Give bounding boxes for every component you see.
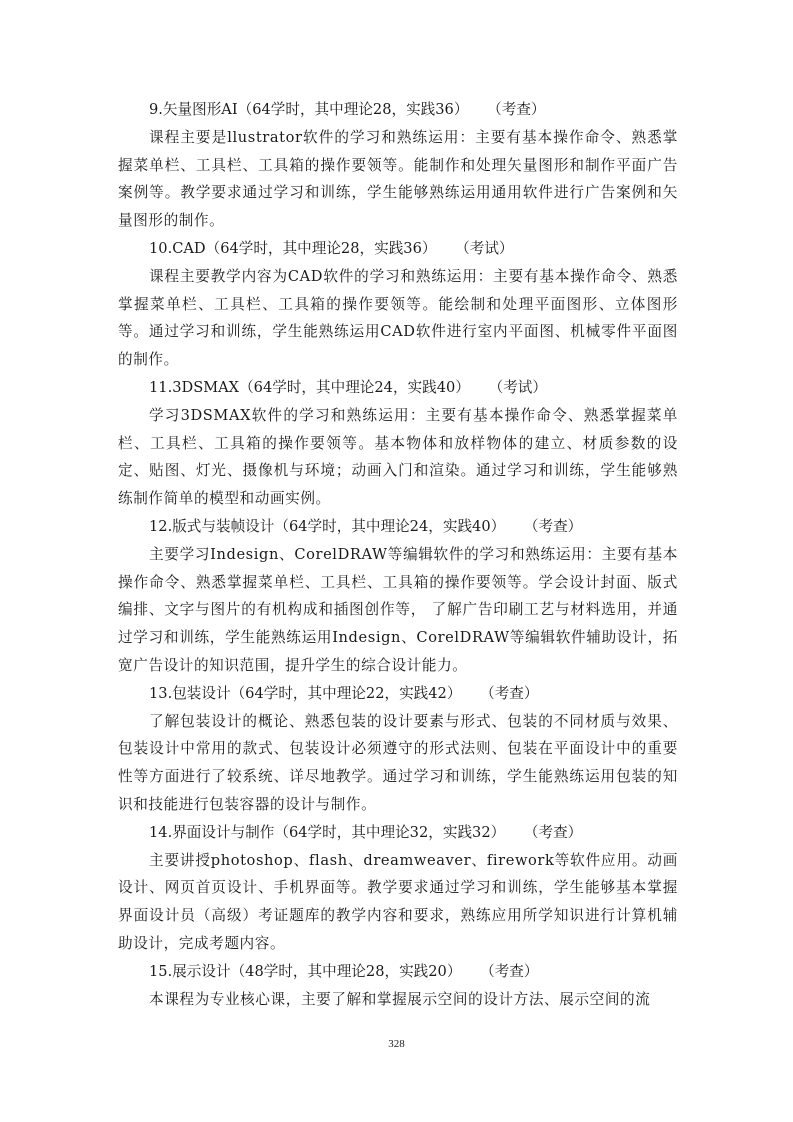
course-heading (118, 374, 678, 402)
course-section (118, 680, 678, 819)
course-description: 课程主要教学内容为CAD软件的学习和熟练运用：主要有基本操作命令、熟悉掌握菜单栏、工具栏、工具箱的操作要领等。能绘制和处理平面图形、立体图形等。通过学习和训练，学生能熟练运用CAD软件进行室内平面图、机械零件平面图的制作。 (118, 267, 678, 369)
course-heading (118, 958, 678, 986)
course-description: 学习3DSMAX软件的学习和熟练运用：主要有基本操作命令、熟悉掌握菜单栏、工具栏、工具箱的操作要领等。基本物体和放样物体的建立、材质参数的设定、贴图、灯光、摄像机与环境；动画入门和渲染。通过学习和训练，学生能够熟练制作简单的模型和动画实例。 (118, 406, 678, 508)
assessment-type: （考查） (494, 101, 546, 118)
course-section (118, 958, 678, 1014)
course-description: 主要讲授photoshop、flash、dreamweaver、firework等软件应用。动画设计、网页首页设计、手机界面等。教学要求通过学习和训练，学生能够基本掌握界面设计员（高级）考证题库的教学内容和要求，熟练应用所学知识进行计算机辅助设计，完成考题内容。 (118, 851, 678, 952)
course-title: 14.界面设计与制作（64学时，其中理论32，实践32） (149, 823, 506, 841)
course-title: 15.展示设计（48学时，其中理论28，实践20） (149, 962, 462, 980)
course-title: 11.3DSMAX（64学时，其中理论24，实践40） (149, 378, 470, 396)
course-title: 12.版式与装帧设计（64学时，其中理论24，实践40） (149, 517, 506, 535)
course-description: 课程主要是llustrator软件的学习和熟练运用：主要有基本操作命令、熟悉掌握菜单栏、工具栏、工具箱的操作要领等。能制作和处理矢量图形和制作平面广告案例等。教学要求通过学习和训练，学生能够熟练运用通用软件进行广告案例和矢量图形的制作。 (118, 128, 678, 230)
assessment-type: （考查） (487, 962, 539, 980)
course-title: 13.包装设计（64学时，其中理论22，实践42） (149, 684, 462, 702)
course-section (118, 513, 678, 680)
course-section (118, 96, 678, 235)
course-heading (118, 513, 678, 541)
document-page (118, 96, 678, 1013)
course-section (118, 374, 678, 513)
course-description: 主要学习Indesign、CorelDRAW等编辑软件的学习和熟练运用：主要有基本操作命令、熟悉掌握菜单栏、工具栏、工具箱的操作要领等。学会设计封面、版式编排、文字与图片的有机构成和插图创作等， 了解广告印刷工艺与材料选用，并通过学习和训练，学生能熟练运用Indesign、CorelDRAW等编辑软件辅助设计，拓宽广告设计的知识范围，提升学生的综合设计能力。 (118, 545, 678, 674)
course-heading (118, 819, 678, 847)
assessment-type: （考查） (531, 823, 583, 841)
course-section (118, 819, 678, 958)
course-description: 本课程为专业核心课，主要了解和掌握展示空间的设计方法、展示空间的流 (149, 990, 651, 1008)
course-title: 9.矢量图形AI（64学时，其中理论28，实践36） (149, 101, 469, 118)
course-heading (118, 235, 678, 263)
course-heading (118, 680, 678, 708)
course-section (118, 235, 678, 374)
assessment-type: （考查） (531, 517, 583, 535)
course-title: 10.CAD（64学时，其中理论28，实践36） (149, 239, 437, 257)
course-description: 了解包装设计的概论、熟悉包装的设计要素与形式、包装的不同材质与效果、包装设计中常用的款式、包装设计必须遵守的形式法则、包装在平面设计中的重要性等方面进行了较系统、详尽地教学。通过学习和训练，学生能熟练运用包装的知识和技能进行包装容器的设计与制作。 (118, 712, 678, 813)
assessment-type: （考试） (462, 239, 514, 257)
course-heading (118, 96, 678, 124)
assessment-type: （考试） (495, 378, 547, 396)
page-number: 328 (388, 1038, 405, 1050)
assessment-type: （考查） (487, 684, 539, 702)
